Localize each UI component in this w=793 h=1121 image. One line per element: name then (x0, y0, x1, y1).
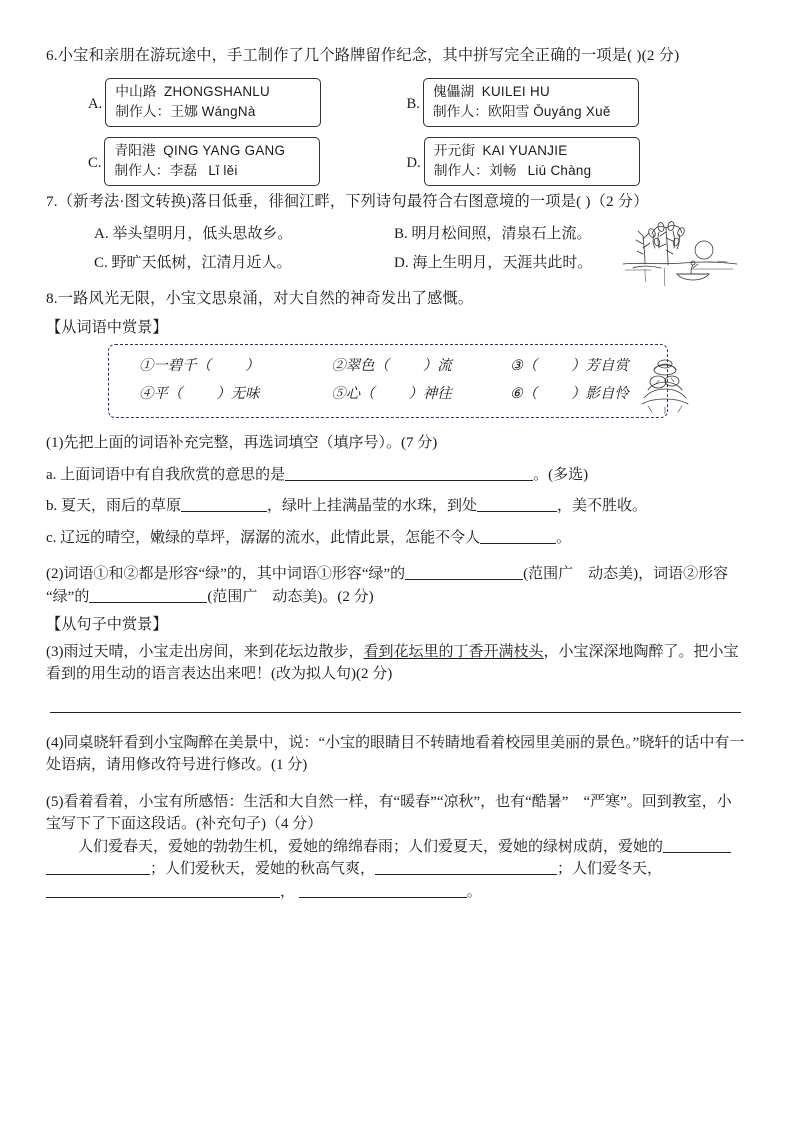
sub-4-part1: 同桌晓轩看到小宝陶醉在美景中，说：“小宝的眼睛目不转睛地看着校园里美丽的景色。”晓轩 (63, 734, 670, 751)
sub-1-label: (1) (46, 435, 64, 452)
sub-4-part2: 的话中有一处语病，请用修改符号进行修改。(1 分) (46, 734, 745, 774)
question-7-option-c[interactable]: C. 野旷天低树，江清月近人。 (94, 254, 292, 271)
question-8 (46, 287, 745, 903)
idiom-4-num: ④ (139, 386, 154, 403)
option-c-maker: 制作人：李磊 (114, 162, 198, 178)
option-b[interactable] (399, 78, 746, 127)
idiom-1-before: 一碧千 (153, 357, 197, 374)
option-d-maker: 制作人：刘畅 (433, 162, 517, 178)
question-7-option-d[interactable]: D. 海上生明月，天涯共此时。 (394, 254, 593, 271)
idiom-item-1[interactable]: ①一碧千（ ） (139, 357, 260, 374)
option-b-letter: B. (406, 95, 420, 112)
idiom-5-num: ⑤ (331, 386, 346, 403)
idiom-dashed-box (108, 344, 668, 419)
idiom-item-5[interactable]: ⑤心（ ）神往 (331, 386, 452, 403)
sub-1-text: 先把上面的词语补充完整，再选词填空（填序号）。(7 分) (63, 435, 438, 452)
idiom-5-after: 神往 (422, 386, 452, 403)
option-d-chinese: 开元街 (433, 142, 476, 158)
question-7 (46, 190, 745, 278)
sub-1b-part2: ，绿叶上挂满晶莹的水珠，到处 (267, 498, 478, 515)
question-7-option-a[interactable]: A. 举头望明月，低头思故乡。 (94, 225, 293, 242)
option-d-sign (424, 137, 640, 186)
option-d-maker-pinyin: Liú Chàng (527, 162, 592, 178)
option-b-chinese: 傀儡湖 (432, 83, 475, 99)
sub-question-5 (46, 791, 745, 836)
idiom-3-num: ③ (509, 357, 523, 374)
option-d-letter: D. (406, 154, 421, 171)
sub-2-part1: 词语①和②都是形容“绿”的，其中词语①形容“绿”的 (63, 566, 406, 583)
riverside-trees-boat-sunset-sketch (621, 212, 739, 290)
sub-question-2 (46, 563, 745, 608)
sub-question-1c (46, 527, 745, 550)
option-b-line1 (433, 82, 629, 102)
sub-1b-part3: ，美不胜收。 (557, 498, 648, 515)
sub-5-blank-1[interactable] (663, 838, 731, 853)
sub-1c-part1: c. 辽远的晴空，嫩绿的草坪，潺潺的流水，此情此景，怎能不令人 (46, 529, 481, 546)
sub-3-label: (3) (46, 643, 64, 660)
option-c-chinese: 青阳港 (114, 142, 156, 158)
sub-1a-suffix: 。(多选) (533, 466, 589, 483)
idiom-item-3[interactable]: ③（ ）芳自赏 (509, 357, 629, 374)
sub-question-4 (46, 732, 745, 777)
option-c-pinyin: QING YANG GANG (163, 142, 286, 158)
sub-2-part2: (范围广 动态美)，词语②形容“绿”的 (46, 566, 729, 605)
idiom-3-after: 芳自赏 (585, 357, 629, 374)
idiom-6-after: 影自怜 (585, 386, 629, 403)
option-d-line2 (434, 161, 630, 181)
sub-2-blank-1[interactable] (405, 565, 523, 580)
idiom-row-2 (121, 380, 657, 409)
idiom-1-num: ① (139, 357, 154, 374)
sub-2-label: (2) (46, 566, 64, 583)
idiom-box-wrapper (108, 344, 668, 419)
sub-question-1 (46, 432, 745, 455)
sub-1c-blank[interactable] (480, 528, 556, 543)
option-a-pinyin: ZHONGSHANLU (164, 83, 271, 99)
idiom-row-1 (121, 352, 657, 381)
sub-question-3 (46, 641, 745, 686)
option-c-line1 (114, 141, 310, 161)
idiom-5-before: 心 (345, 386, 361, 403)
sub-3-part2: ，小宝深深地陶醉了。 (543, 643, 694, 660)
idiom-2-after: 流 (437, 357, 452, 374)
sub-5-blank-1b[interactable] (46, 860, 150, 875)
sub-2-part3: (范围广 动态美)。(2 分) (207, 588, 374, 605)
sub-5-blank-3[interactable] (46, 883, 176, 898)
option-d-line1 (434, 141, 630, 161)
sub-4-label: (4) (46, 734, 64, 751)
option-d[interactable] (399, 137, 746, 186)
idiom-2-num: ② (331, 357, 346, 374)
idiom-2-before: 翠色 (345, 357, 375, 374)
sub-1b-part1: b. 夏天，雨后的草原 (46, 498, 182, 515)
sub-3-underlined-phrase: 看到花坛里的丁香开满枝头 (363, 643, 544, 660)
sub-5-blank-2[interactable] (375, 860, 557, 875)
option-c-maker-pinyin: Lǐ lěi (208, 162, 238, 178)
sub-1b-blank-1[interactable] (181, 497, 267, 512)
sub-5-blank-3b[interactable] (176, 883, 280, 898)
question-7-prompt (46, 190, 745, 214)
option-a-maker: 制作人：王娜 (115, 103, 198, 119)
section-heading-sentences: 【从句子中赏景】 (46, 616, 168, 634)
sub-question-1a (46, 464, 745, 487)
question-7-text: （新考法·图文转换)落日低垂，徘徊江畔，下列诗句最符合右图意境的一项是( )（2 分） (57, 193, 649, 211)
option-b-line2 (433, 102, 629, 122)
option-d-pinyin: KAI YUANJIE (482, 142, 568, 158)
sub-5-para-part1: 人们爱春天，爱她的勃勃生机，爱她的绵绵春雨；人们爱夏天，爱她的绿树成荫，爱她的 (78, 838, 664, 855)
sub-3-part3: 把小宝看到的用生动的语言表达出来吧！(改为拟人句)(2 分) (46, 643, 739, 683)
sub-5-part1: 看着看着，小宝有所感悟：生活和大自然一样，有“暖春”“凉秋”，也有“酷暑” “严寒”。 (63, 793, 642, 810)
question-6-text: 小宝和亲朋在游玩途中，手工制作了几个路牌留作纪念，其中拼写完全正确的一项是( )(2 分) (57, 47, 680, 64)
option-a-letter: A. (88, 95, 103, 112)
idiom-4-after: 无味 (230, 386, 260, 403)
sub-question-5-paragraph (46, 836, 745, 904)
option-a-maker-pinyin: WángNà (201, 103, 256, 119)
sub-5-para-part3: ；人们爱冬天， (557, 861, 663, 878)
option-b-maker-pinyin: Ōuyáng Xuě (533, 103, 611, 119)
idiom-6-num: ⑥ (509, 386, 523, 403)
option-b-pinyin: KUILEI HU (481, 83, 550, 99)
sub-5-label: (5) (46, 793, 64, 810)
idiom-4-before: 平 (153, 386, 168, 403)
section-heading-words: 【从词语中赏景】 (46, 318, 168, 336)
sub-1c-part2: 。 (556, 529, 572, 546)
sub-1a-prefix: a. 上面词语中有自我欣赏的意思的是 (46, 466, 286, 483)
sub-3-part1: 雨过天晴，小宝走出房间，来到花坛边散步， (63, 643, 364, 660)
question-6-number: 6. (46, 47, 58, 64)
question-8-number: 8. (46, 290, 58, 308)
option-b-maker: 制作人：欧阳雪 (432, 103, 530, 119)
sub-5-para-part5: 。 (466, 883, 482, 900)
lotus-flower-sketch (634, 354, 696, 416)
option-a[interactable] (46, 78, 393, 127)
option-c-sign (104, 137, 320, 186)
sub-5-blank-4[interactable] (299, 883, 467, 898)
question-6-options (46, 78, 745, 187)
option-a-line2 (115, 102, 311, 122)
idiom-item-6[interactable]: ⑥（ ）影自怜 (509, 386, 629, 403)
sub-5-para-part2: ；人们爱秋天，爱她的秋高气爽， (150, 861, 376, 878)
idiom-item-2[interactable]: ②翠色（ ）流 (331, 357, 452, 374)
question-8-prompt (46, 287, 745, 311)
option-c-line2 (114, 161, 310, 181)
option-a-chinese: 中山路 (115, 83, 157, 99)
sub-5-para-part4: ， (280, 883, 296, 900)
option-c-letter: C. (88, 154, 102, 171)
question-7-options-block (46, 220, 745, 279)
question-6 (46, 44, 745, 186)
question-6-prompt (46, 44, 745, 68)
sub-question-1b (46, 495, 745, 518)
option-b-sign (423, 78, 639, 127)
option-a-line1 (115, 82, 311, 102)
sub-2-blank-2[interactable] (89, 587, 207, 602)
question-7-number: 7. (46, 193, 58, 211)
question-8-text: 一路风光无限，小宝文思泉涌，对大自然的神奇发出了感慨。 (57, 290, 474, 308)
sub-1b-blank-2[interactable] (477, 497, 557, 512)
sub-5-part2: 回到教室，小宝写下了下面这段话。(补充句子)（4 分） (46, 793, 732, 833)
question-7-option-b[interactable]: B. 明月松间照，清泉石上流。 (394, 225, 592, 242)
sub-1a-blank[interactable] (285, 465, 533, 480)
idiom-item-4[interactable]: ④平（ ）无味 (139, 386, 260, 403)
option-c[interactable] (46, 137, 393, 186)
option-a-sign (105, 78, 321, 127)
